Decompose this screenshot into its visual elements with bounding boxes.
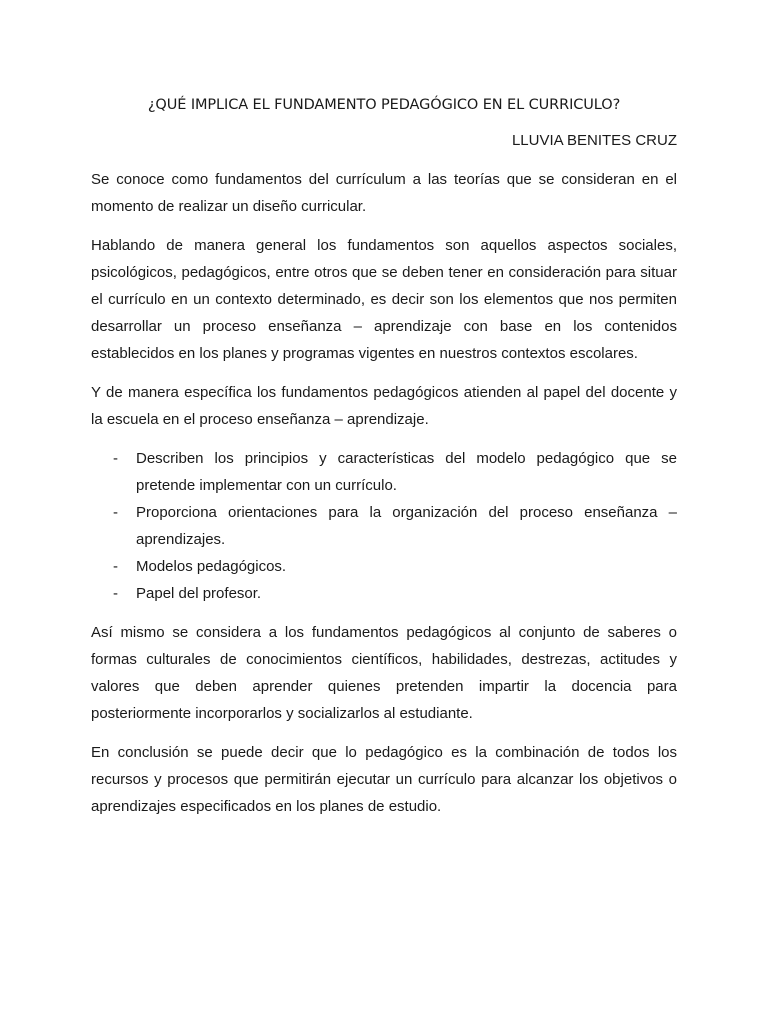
list-item [91, 553, 677, 580]
list-item [91, 499, 677, 553]
author-name: LLUVIA BENITES CRUZ [511, 132, 677, 149]
list-item-text: Modelos pedagógicos. [136, 558, 287, 575]
dash-marker: - [113, 558, 118, 575]
paragraph-definition: Se conoce como fundamentos del currículum a las teorías que se consideran en el momento de realizar un diseño curricular. [91, 171, 677, 215]
document-title: ¿QUÉ IMPLICA EL FUNDAMENTO PEDAGÓGICO EN EL CURRICULO? [147, 97, 621, 113]
bullet-list [91, 445, 677, 607]
list-item-text: Papel del profesor. [136, 585, 262, 602]
dash-marker: - [113, 585, 118, 602]
paragraph-general: Hablando de manera general los fundamentos son aquellos aspectos sociales, psicológicos, pedagógicos, entre otros que se deben tener en consideración para situar el currículo en un contexto determinado, es decir son los elementos que nos permiten desarrollar un proceso enseñanza – aprendizaje con base en los contenidos establecidos en los planes y programas vigentes en nuestros contextos escolares. [91, 237, 677, 362]
paragraph-specific: Y de manera específica los fundamentos pedagógicos atienden al papel del docente y la escuela en el proceso enseñanza – aprendizaje. [91, 384, 677, 428]
list-item-text: Describen los principios y características del modelo pedagógico que se pretende implementar con un currículo. [136, 450, 677, 494]
list-item-text: Proporciona orientaciones para la organización del proceso enseñanza – aprendizajes. [136, 504, 677, 548]
paragraph-conclusion: En conclusión se puede decir que lo pedagógico es la combinación de todos los recursos y procesos que permitirán ejecutar un currículo para alcanzar los objetivos o aprendizajes especificados en los planes de estudio. [91, 744, 677, 815]
paragraph-knowledge: Así mismo se considera a los fundamentos pedagógicos al conjunto de saberes o formas culturales de conocimientos científicos, habilidades, destrezas, actitudes y valores que deben aprender quienes pretenden impartir la docencia para posteriormente incorporarlos y socializarlos al estudiante. [91, 624, 677, 722]
dash-marker: - [113, 450, 118, 467]
document-body [91, 166, 677, 832]
list-item [91, 580, 677, 607]
dash-marker: - [113, 504, 118, 521]
list-item [91, 445, 677, 499]
